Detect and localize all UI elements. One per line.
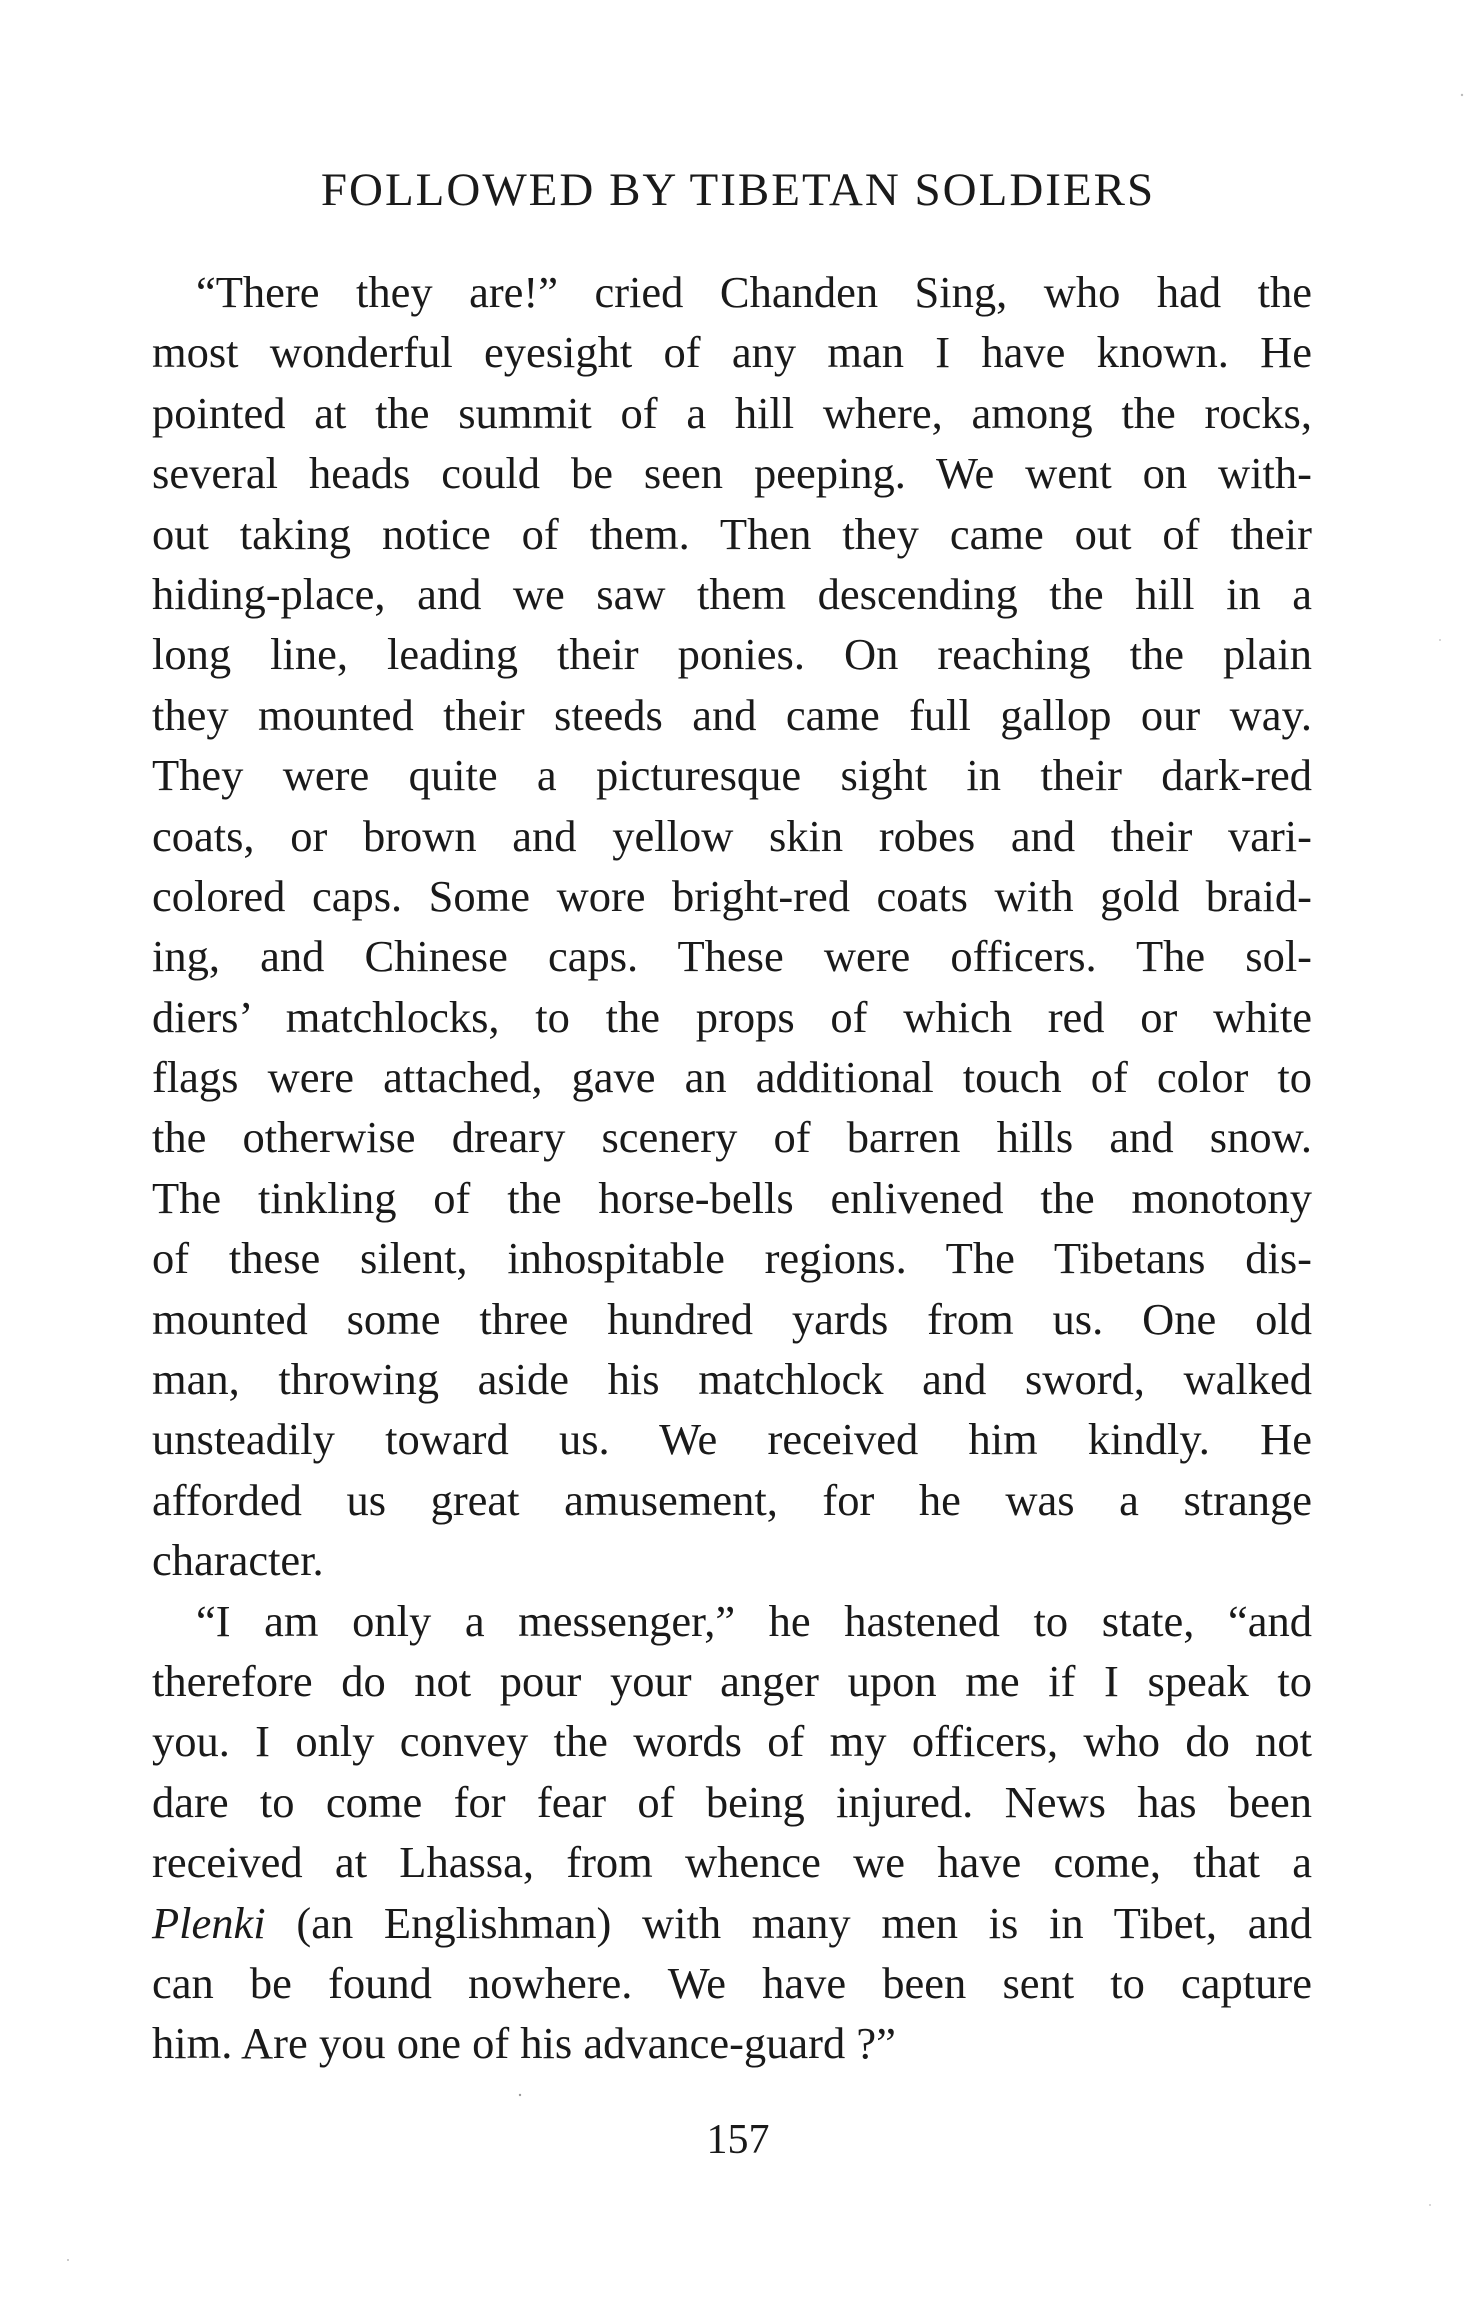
text-line: character. (152, 1535, 324, 1586)
text-line: therefore do not pour your anger upon me if I speak to (152, 1655, 1312, 1706)
text-line: afforded us great amusement, for he was a strange (152, 1474, 1312, 1525)
text-line: flags were attached, gave an additional touch of color to (152, 1052, 1312, 1103)
page-number: 157 (706, 2117, 770, 2163)
text-line: can be found nowhere. We have been sent to capture (152, 1957, 1312, 2008)
text-line: out taking notice of them. Then they came out of their (152, 508, 1312, 559)
text-line: hiding-place, and we saw them descending the hill in a (152, 568, 1312, 619)
text-line: of these silent, inhospitable regions. The Tibetans dis- (152, 1233, 1312, 1284)
text-line: mounted some three hundred yards from us. One old (152, 1293, 1312, 1344)
text-line: “I am only a messenger,” he hastened to state, “and (196, 1595, 1312, 1646)
text-line: The tinkling of the horse-bells enlivened the monotony (152, 1172, 1312, 1223)
text-line: long line, leading their ponies. On reaching the plain (152, 629, 1312, 680)
paragraph (152, 262, 1312, 1591)
text-line: unsteadily toward us. We received him kindly. He (152, 1414, 1312, 1465)
italic-word: Plenki (152, 1897, 266, 1948)
text-line: most wonderful eyesight of any man I have known. He (152, 327, 1312, 378)
text-line: diers’ matchlocks, to the props of which red or white (152, 991, 1312, 1042)
body-text (152, 262, 1312, 2074)
text-line: you. I only convey the words of my officers, who do not (152, 1716, 1312, 1767)
text-line: the otherwise dreary scenery of barren hills and snow. (152, 1112, 1312, 1163)
running-head: FOLLOWED BY TIBETAN SOLDIERS (320, 164, 1156, 216)
text-line: Plenki (an Englishman) with many men is in Tibet, and (152, 1897, 1312, 1948)
text-line: “There they are!” cried Chanden Sing, who had the (196, 267, 1312, 317)
text-line: man, throwing aside his matchlock and sword, walked (152, 1354, 1312, 1405)
text-line: received at Lhassa, from whence we have come, that a (152, 1837, 1312, 1888)
text-line: They were quite a picturesque sight in their dark-red (152, 750, 1312, 801)
text-line: several heads could be seen peeping. We went on with- (152, 448, 1312, 499)
text-line: him. Are you one of his advance-guard ?” (152, 2018, 896, 2069)
text-line: dare to come for fear of being injured. News has been (152, 1776, 1312, 1827)
text-line: colored caps. Some wore bright-red coats with gold braid- (152, 870, 1312, 921)
text-line: coats, or brown and yellow skin robes and their vari- (152, 810, 1312, 861)
text-line: pointed at the summit of a hill where, among the rocks, (152, 387, 1312, 438)
text-line: they mounted their steeds and came full gallop our way. (152, 689, 1312, 740)
paragraph (152, 1591, 1312, 2074)
text-line: ing, and Chinese caps. These were officers. The sol- (152, 931, 1312, 982)
